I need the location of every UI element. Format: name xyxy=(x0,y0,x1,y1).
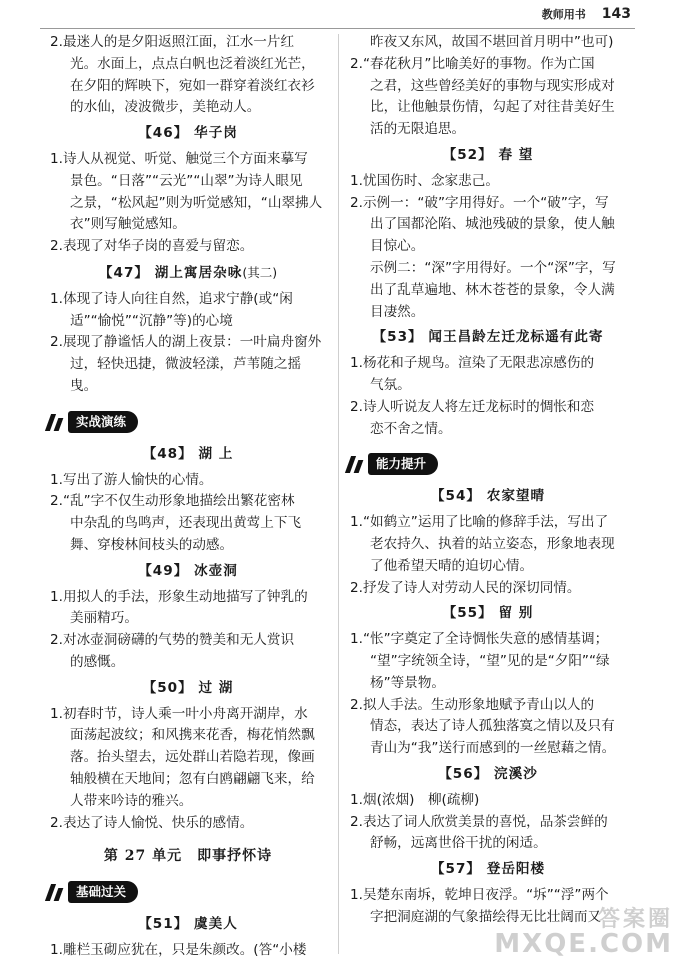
answer-item: 2.“春花秋月”比喻美好的事物。作为亡国 xyxy=(350,55,595,72)
practice-tag-label: 实战演练 xyxy=(68,411,138,433)
section-title: 【53】 闻王昌龄左迁龙标遥有此寄 xyxy=(372,329,604,346)
answer-line: 美丽精巧。 xyxy=(70,610,138,627)
answer-line: 之君，这些曾经美好的事物与现实形成对 xyxy=(370,77,615,94)
advance-tag xyxy=(340,452,626,476)
answer-item: 1.烟(浓烟) 柳(疏柳) xyxy=(350,791,480,808)
header-rule xyxy=(40,28,635,29)
answer-line: 气氛。 xyxy=(370,376,411,393)
answer-line: 舒畅，远离世俗干扰的闲适。 xyxy=(370,835,547,852)
page-header xyxy=(542,6,631,26)
answer-item: 2.诗人听说友人将左迁龙标时的惆怅和恋 xyxy=(350,398,595,415)
answer-line: 目惊心。 xyxy=(370,238,425,255)
right-column xyxy=(350,32,626,928)
answer-item: 2.表达了诗人愉悦、快乐的感情。 xyxy=(50,814,254,831)
answer-item: 2.示例一：“破”字用得好。一个“破”字，写 xyxy=(350,194,609,211)
answer-item: 2.展现了静谧恬人的湖上夜景：一叶扁舟窗外 xyxy=(50,334,322,351)
item-number: 2. xyxy=(50,34,63,50)
unit-heading: 第 27 单元 即事抒怀诗 xyxy=(103,848,273,865)
answer-line: 情态，表达了诗人孤独落寞之情以及只有 xyxy=(370,718,615,735)
section-title: 【55】 留 别 xyxy=(442,605,534,622)
section-title: 【54】 农家望晴 xyxy=(430,488,546,505)
slash-marks-icon xyxy=(40,410,68,434)
answer-item: 1.雕栏玉砌应犹在，只是朱颜改。(答“小楼 xyxy=(50,941,307,958)
answer-line: 了他希望天晴的迫切心情。 xyxy=(370,557,534,574)
answer-line: 活的无限追思。 xyxy=(370,121,466,138)
answer-line: 昨夜又东风，故国不堪回首月明中”也可) xyxy=(370,34,614,50)
left-column xyxy=(50,32,326,962)
answer-item: 2.表现了对华子岗的喜爱与留恋。 xyxy=(50,238,254,255)
answer-line: 之景，“松风起”则为听觉感知，“山翠拂人 xyxy=(70,194,323,211)
section-title: 【46】 华子岗 xyxy=(138,125,238,142)
answer-item: 2.抒发了诗人对劳动人民的深切同情。 xyxy=(350,579,581,596)
section-title: 【57】 登岳阳楼 xyxy=(430,861,546,878)
section-title: 【51】 虞美人 xyxy=(138,916,238,933)
answer-line: “望”字统领全诗，“望”见的是“夕阳”“绿 xyxy=(370,652,610,669)
section-title: 【56】 浣溪沙 xyxy=(438,765,538,782)
answer-item: 1.写出了游人愉快的心情。 xyxy=(50,471,213,488)
answer-line: 舞、穿梭林间枝头的动感。 xyxy=(70,536,234,553)
answer-item: 1.体现了诗人向往自然，追求宁静(或“闲 xyxy=(50,290,293,307)
answer-line: 青山为“我”送行而感到的一丝慰藉之情。 xyxy=(370,740,616,757)
watermark-top: 答案圈 xyxy=(597,906,673,932)
answer-item: 2.对冰壶洞磅礴的气势的赞美和无人赏识 xyxy=(50,632,295,649)
answer-line: 面荡起波纹；和风携来花香，梅花悄然飘 xyxy=(70,727,315,744)
answer-line: 恋不舍之情。 xyxy=(370,420,452,437)
answer-item: 1.用拟人的手法，形象生动地描写了钟乳的 xyxy=(50,588,308,605)
answer-item: 2.“乱”字不仅生动形象地描绘出繁花密林 xyxy=(50,493,295,510)
practice-tag xyxy=(40,410,326,434)
column-divider xyxy=(338,34,339,954)
answer-line: 字把洞庭湖的气象描绘得无比壮阔而又 xyxy=(370,908,602,925)
answer-item: 1.“如鹤立”运用了比喻的修辞手法，写出了 xyxy=(350,514,609,531)
slash-marks-icon xyxy=(340,452,368,476)
basic-tag xyxy=(40,880,326,904)
answer-line: 衣”则写触觉感知。 xyxy=(70,216,186,233)
section-title: 【48】 湖 上 xyxy=(142,445,234,462)
answer-line: 比，让他触景伤情，勾起了对往昔美好生 xyxy=(370,99,615,116)
answer-item: 2.表达了词人欣赏美景的喜悦，品茶尝鲜的 xyxy=(350,813,608,830)
answer-line: 的水仙，凌波微步，美艳动人。 xyxy=(70,99,261,116)
section-title: 【47】 湖上寓居杂咏(其二) xyxy=(98,264,278,281)
watermark xyxy=(494,908,673,958)
answer-item: 1.杨花和子规鸟。渲染了无限悲凉感伤的 xyxy=(350,355,595,372)
answer-line: 适”“愉悦”“沉静”等)的心境 xyxy=(70,312,233,329)
header-label: 教师用书 xyxy=(541,8,586,21)
answer-item: 2.最迷人的是夕阳返照江面，江水一片红 xyxy=(50,34,295,50)
answer-line: 人带来吟诗的雅兴。 xyxy=(70,792,193,809)
answer-item: 1.诗人从视觉、听觉、触觉三个方面来摹写 xyxy=(50,150,308,167)
answer-line: 的感慨。 xyxy=(70,653,125,670)
answer-line: 景色。“日落”“云光”“山翠”为诗人眼见 xyxy=(70,172,303,189)
page-number: 143 xyxy=(601,6,631,22)
answer-line: 出了国都沦陷、城池残破的景象，使人触 xyxy=(370,216,615,233)
answer-line: 示例二：“深”字用得好。一个“深”字，写 xyxy=(370,259,616,276)
answer-line: 目凄然。 xyxy=(370,303,425,320)
slash-marks-icon xyxy=(40,880,68,904)
answer-line: 杨”等景物。 xyxy=(370,674,446,691)
answer-item: 1.“怅”字奠定了全诗惆怅失意的感情基调； xyxy=(350,631,609,648)
basic-tag-label: 基础过关 xyxy=(68,881,138,903)
answer-line: 中杂乱的鸟鸣声，还表现出黄莺上下飞 xyxy=(70,515,302,532)
answer-line: 过，轻快迅捷，微波轻漾，芦苇随之摇曳。 xyxy=(70,356,302,394)
answer-item: 1.初春时节，诗人乘一叶小舟离开湖岸，水 xyxy=(50,705,308,722)
answer-item: 1.吴楚东南坼，乾坤日夜浮。“坼”“浮”两个 xyxy=(350,886,609,903)
section-title: 【50】 过 湖 xyxy=(142,679,234,696)
answer-item: 1.忧国伤时、念家悲己。 xyxy=(350,172,499,189)
answer-line: 在夕阳的辉映下，宛如一群穿着淡红衣衫 xyxy=(70,77,315,94)
section-title: 【49】 冰壶洞 xyxy=(138,562,238,579)
answer-line: 轴般横在天地间；忽有白鸥翩翩飞来，给 xyxy=(70,770,315,787)
watermark-bottom: MXQE.COM xyxy=(494,928,673,959)
answer-line: 落。抬头望去，远处群山若隐若现，像画 xyxy=(70,749,315,766)
section-title: 【52】 春 望 xyxy=(442,146,534,163)
answer-line: 光。水面上，点点白帆也泛着淡红光芒， xyxy=(70,55,315,72)
answer-line: 出了乱草遍地、林木苍苍的景象，令人满 xyxy=(370,281,615,298)
answer-item: 2.拟人手法。生动形象地赋予青山以人的 xyxy=(350,696,595,713)
advance-tag-label: 能力提升 xyxy=(368,453,438,475)
answer-line: 老农持久、执着的站立姿态，形象地表现 xyxy=(370,535,615,552)
